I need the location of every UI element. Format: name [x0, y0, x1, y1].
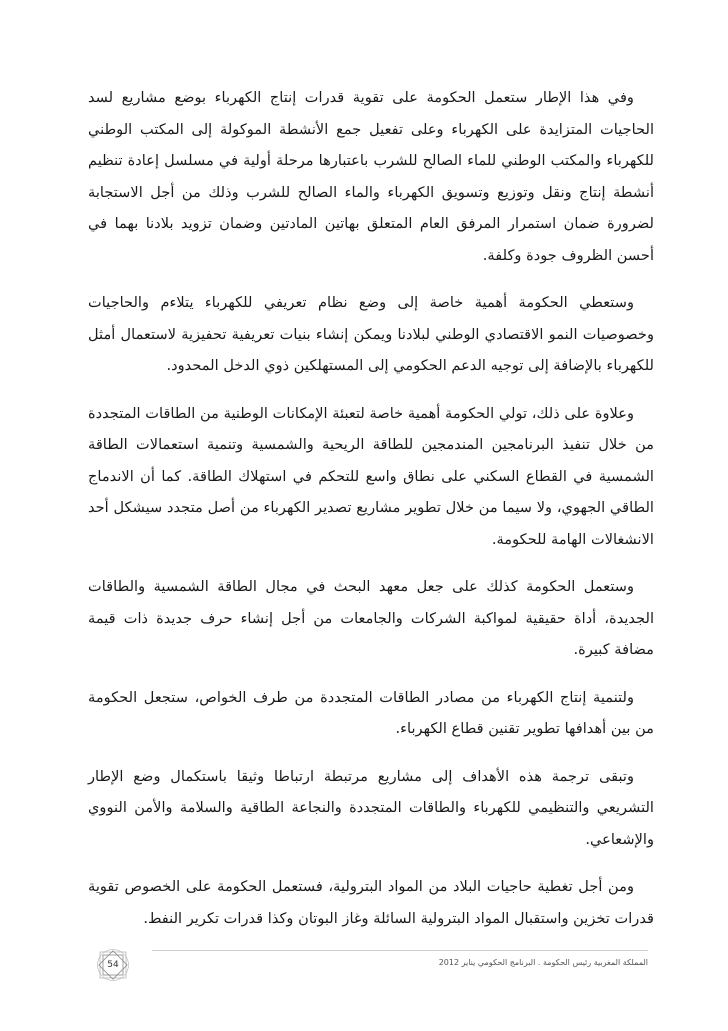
paragraph-4: وستعمل الحكومة كذلك على جعل معهد البحث في مجال الطاقة الشمسية والطاقات الجديدة، أداة حقيقية لمواكبة الشركات والجامعات من أجل إنشاء حرف جديدة ذات قيمة مضافة كبيرة.	[88, 578, 654, 658]
page-footer	[92, 940, 648, 990]
footer-caption: المملكة المغربية رئيس الحكومة . البرنامج الحكومي يناير 2012	[438, 958, 648, 967]
page-number-badge	[96, 948, 130, 982]
paragraph-6: وتبقى ترجمة هذه الأهداف إلى مشاريع مرتبطة ارتباطا وثيقا باستكمال وضع الإطار التشريعي والتنظيمي للكهرباء والطاقات المتجددة والنجاعة الطاقية والسلامة والأمن النووي والإشعاعي.	[88, 767, 654, 848]
paragraph-5: ولتنمية إنتاج الكهرباء من مصادر الطاقات المتجددة من طرف الخواص، ستجعل الحكومة من بين أهدافها تطوير تقنين قطاع الكهرباء.	[88, 688, 654, 737]
paragraph-3: وعلاوة على ذلك، تولي الحكومة أهمية خاصة لتعبئة الإمكانات الوطنية من الطاقات المتجددة من خلال تنفيذ البرنامجين المندمجين للطاقة الريحية والشمسية وتنمية استعمالات الطاقة الشمسية في القطاع السكني على نطاق واسع للتحكم في استهلاك الطاقة. كما أن الاندماج الطاقي الجهوي، ولا سيما من خلال تطوير مشاريع تصدير الكهرباء من أصل متجدد سيشكل أحد الانشغالات الهامة للحكومة.	[88, 404, 654, 548]
footer-divider	[152, 950, 648, 951]
document-body	[88, 82, 654, 934]
page-number: 54	[107, 960, 119, 970]
paragraph-7: ومن أجل تغطية حاجيات البلاد من المواد البترولية، فستعمل الحكومة على الخصوص تقوية قدرات تخزين واستقبال المواد البترولية السائلة وغاز البوتان وكذا قدرات تكرير النفط.	[88, 878, 654, 927]
paragraph-2: وستعطي الحكومة أهمية خاصة إلى وضع نظام تعريفي للكهرباء يتلاءم والحاجيات وخصوصيات النمو الاقتصادي الوطني لبلادنا ويمكن إنشاء بنيات تعريفية تحفيزية لاستعمال أمثل للكهرباء بالإضافة إلى توجيه الدعم الحكومي إلى المستهلكين ذوي الدخل المحدود.	[88, 294, 654, 374]
paragraph-1: وفي هذا الإطار ستعمل الحكومة على تقوية قدرات إنتاج الكهرباء بوضع مشاريع لسد الحاجيات المتزايدة على الكهرباء وعلى تفعيل جمع الأنشطة الموكولة إلى المكتب الوطني للكهرباء والمكتب الوطني للماء الصالح للشرب باعتبارها مرحلة أولية في مسلسل إعادة تنظيم أنشطة إنتاج ونقل وتوزيع وتسويق الكهرباء والماء الصالح للشرب وذلك من أجل الاستجابة لضرورة ضمان استمرار المرفق العام المتعلق بهاتين المادتين وضمان تزويد بلادنا بهما في أحسن الظروف جودة وكلفة.	[88, 89, 654, 264]
